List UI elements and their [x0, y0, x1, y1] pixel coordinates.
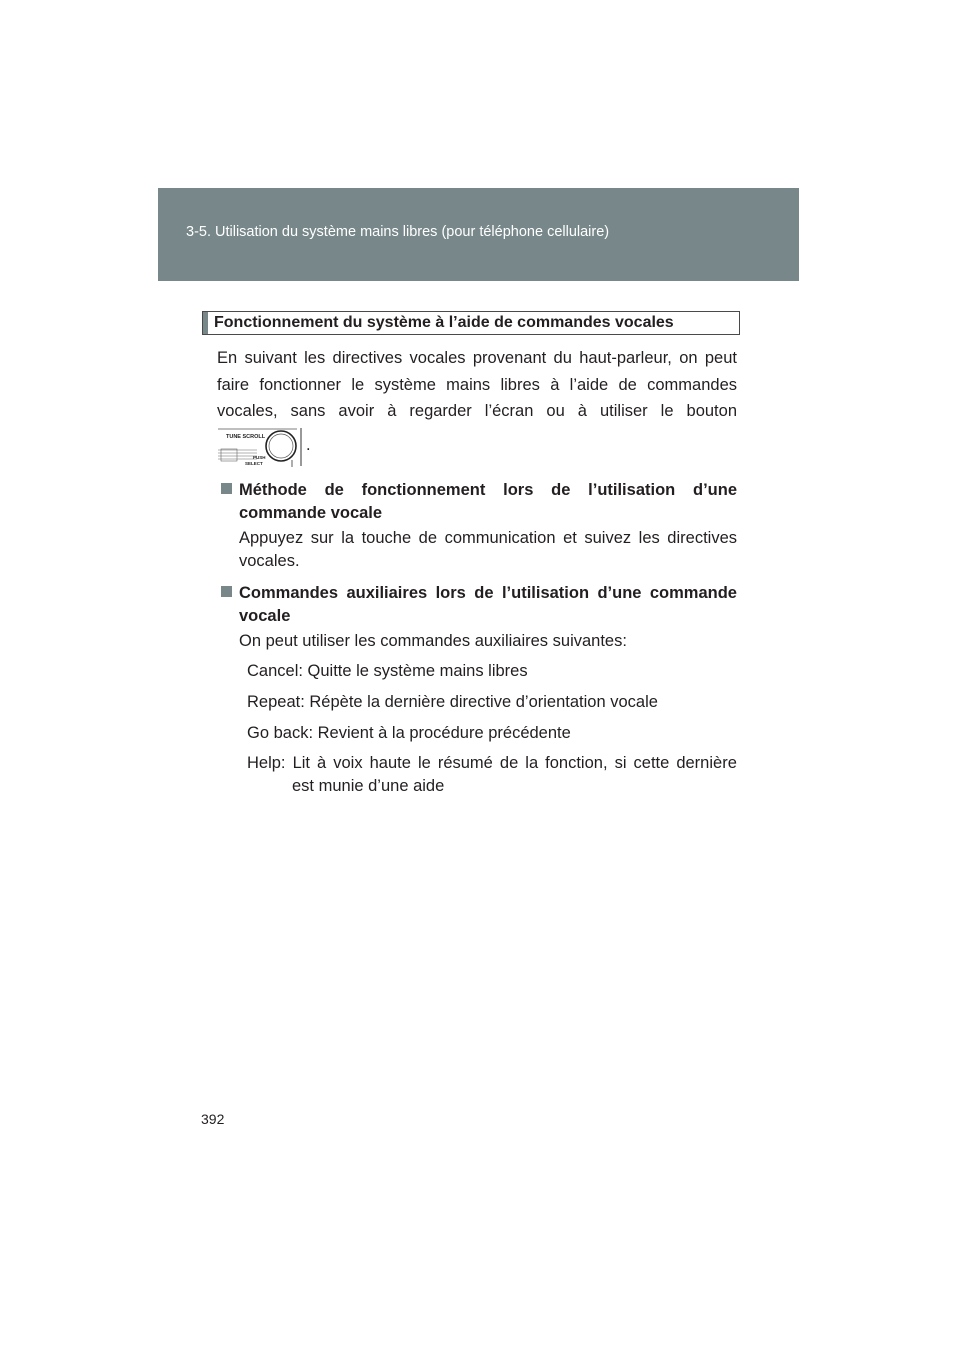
knob-label-select: SELECT — [245, 461, 263, 466]
help-word: voix — [333, 754, 363, 772]
subsection-body-method — [239, 527, 737, 573]
help-word: fonction, — [545, 754, 608, 772]
subsection-heading-line-2: vocale — [239, 607, 291, 625]
intro-line-1: En suivant les directives vocales provenant du haut-parleur, on peut — [217, 349, 737, 367]
intro-line-3: vocales, sans avoir à regarder l’écran ou à utiliser le bouton — [217, 402, 737, 420]
subsection-heading-method — [239, 479, 737, 525]
help-word: résumé — [437, 754, 493, 772]
knob-label-tune-scroll: TUNE SCROLL — [226, 434, 266, 440]
help-word: Lit — [292, 754, 310, 772]
command-cancel: Cancel: Quitte le système mains libres — [247, 662, 528, 680]
square-bullet-icon — [221, 483, 232, 494]
chapter-header-band — [158, 188, 799, 281]
subsection-body-line-1: On peut utiliser les commandes auxiliaires suivantes: — [239, 632, 627, 650]
subsection-heading-line-1: Commandes auxiliaires lors de l’utilisation d’une commande — [239, 584, 737, 602]
help-word: cette — [633, 754, 670, 772]
subsection-body-line-1: Appuyez sur la touche de communication et suivez les directives — [239, 529, 737, 547]
help-word: la — [525, 754, 539, 772]
command-help-continuation: est munie d’une aide — [292, 777, 445, 795]
help-word: Help: — [247, 754, 286, 772]
help-word: à — [317, 754, 327, 772]
subsection-heading-line-2: commande vocale — [239, 504, 383, 522]
knob-label-push: PUSH — [253, 455, 266, 460]
help-word: dernière — [676, 754, 737, 772]
help-word: le — [417, 754, 431, 772]
tune-scroll-knob-icon — [217, 426, 337, 468]
subsection-heading-line-1: Méthode de fonctionnement lors de l’utilisation d’une — [239, 481, 737, 499]
subsection-heading-auxiliary — [239, 582, 737, 628]
help-word: haute — [369, 754, 411, 772]
intro-period: . — [306, 436, 311, 454]
page-number: 392 — [201, 1111, 225, 1127]
help-word: de — [499, 754, 519, 772]
command-go-back: Go back: Revient à la procédure précédente — [247, 724, 571, 742]
square-bullet-icon — [221, 586, 232, 597]
section-marker — [203, 312, 208, 334]
intro-line-2: faire fonctionner le système mains libres à l’aide de commandes — [217, 375, 737, 394]
intro-paragraph — [217, 345, 737, 425]
subsection-body-line-2: vocales. — [239, 552, 300, 570]
subsection-body-auxiliary — [239, 630, 737, 653]
section-title: Fonctionnement du système à l’aide de commandes vocales — [214, 314, 674, 331]
command-help-line — [247, 754, 737, 773]
chapter-title: 3-5. Utilisation du système mains libres (pour téléphone cellulaire) — [186, 224, 610, 240]
help-word: si — [614, 754, 627, 772]
command-repeat: Repeat: Répète la dernière directive d’orientation vocale — [247, 693, 658, 711]
section-heading-box — [202, 311, 740, 335]
